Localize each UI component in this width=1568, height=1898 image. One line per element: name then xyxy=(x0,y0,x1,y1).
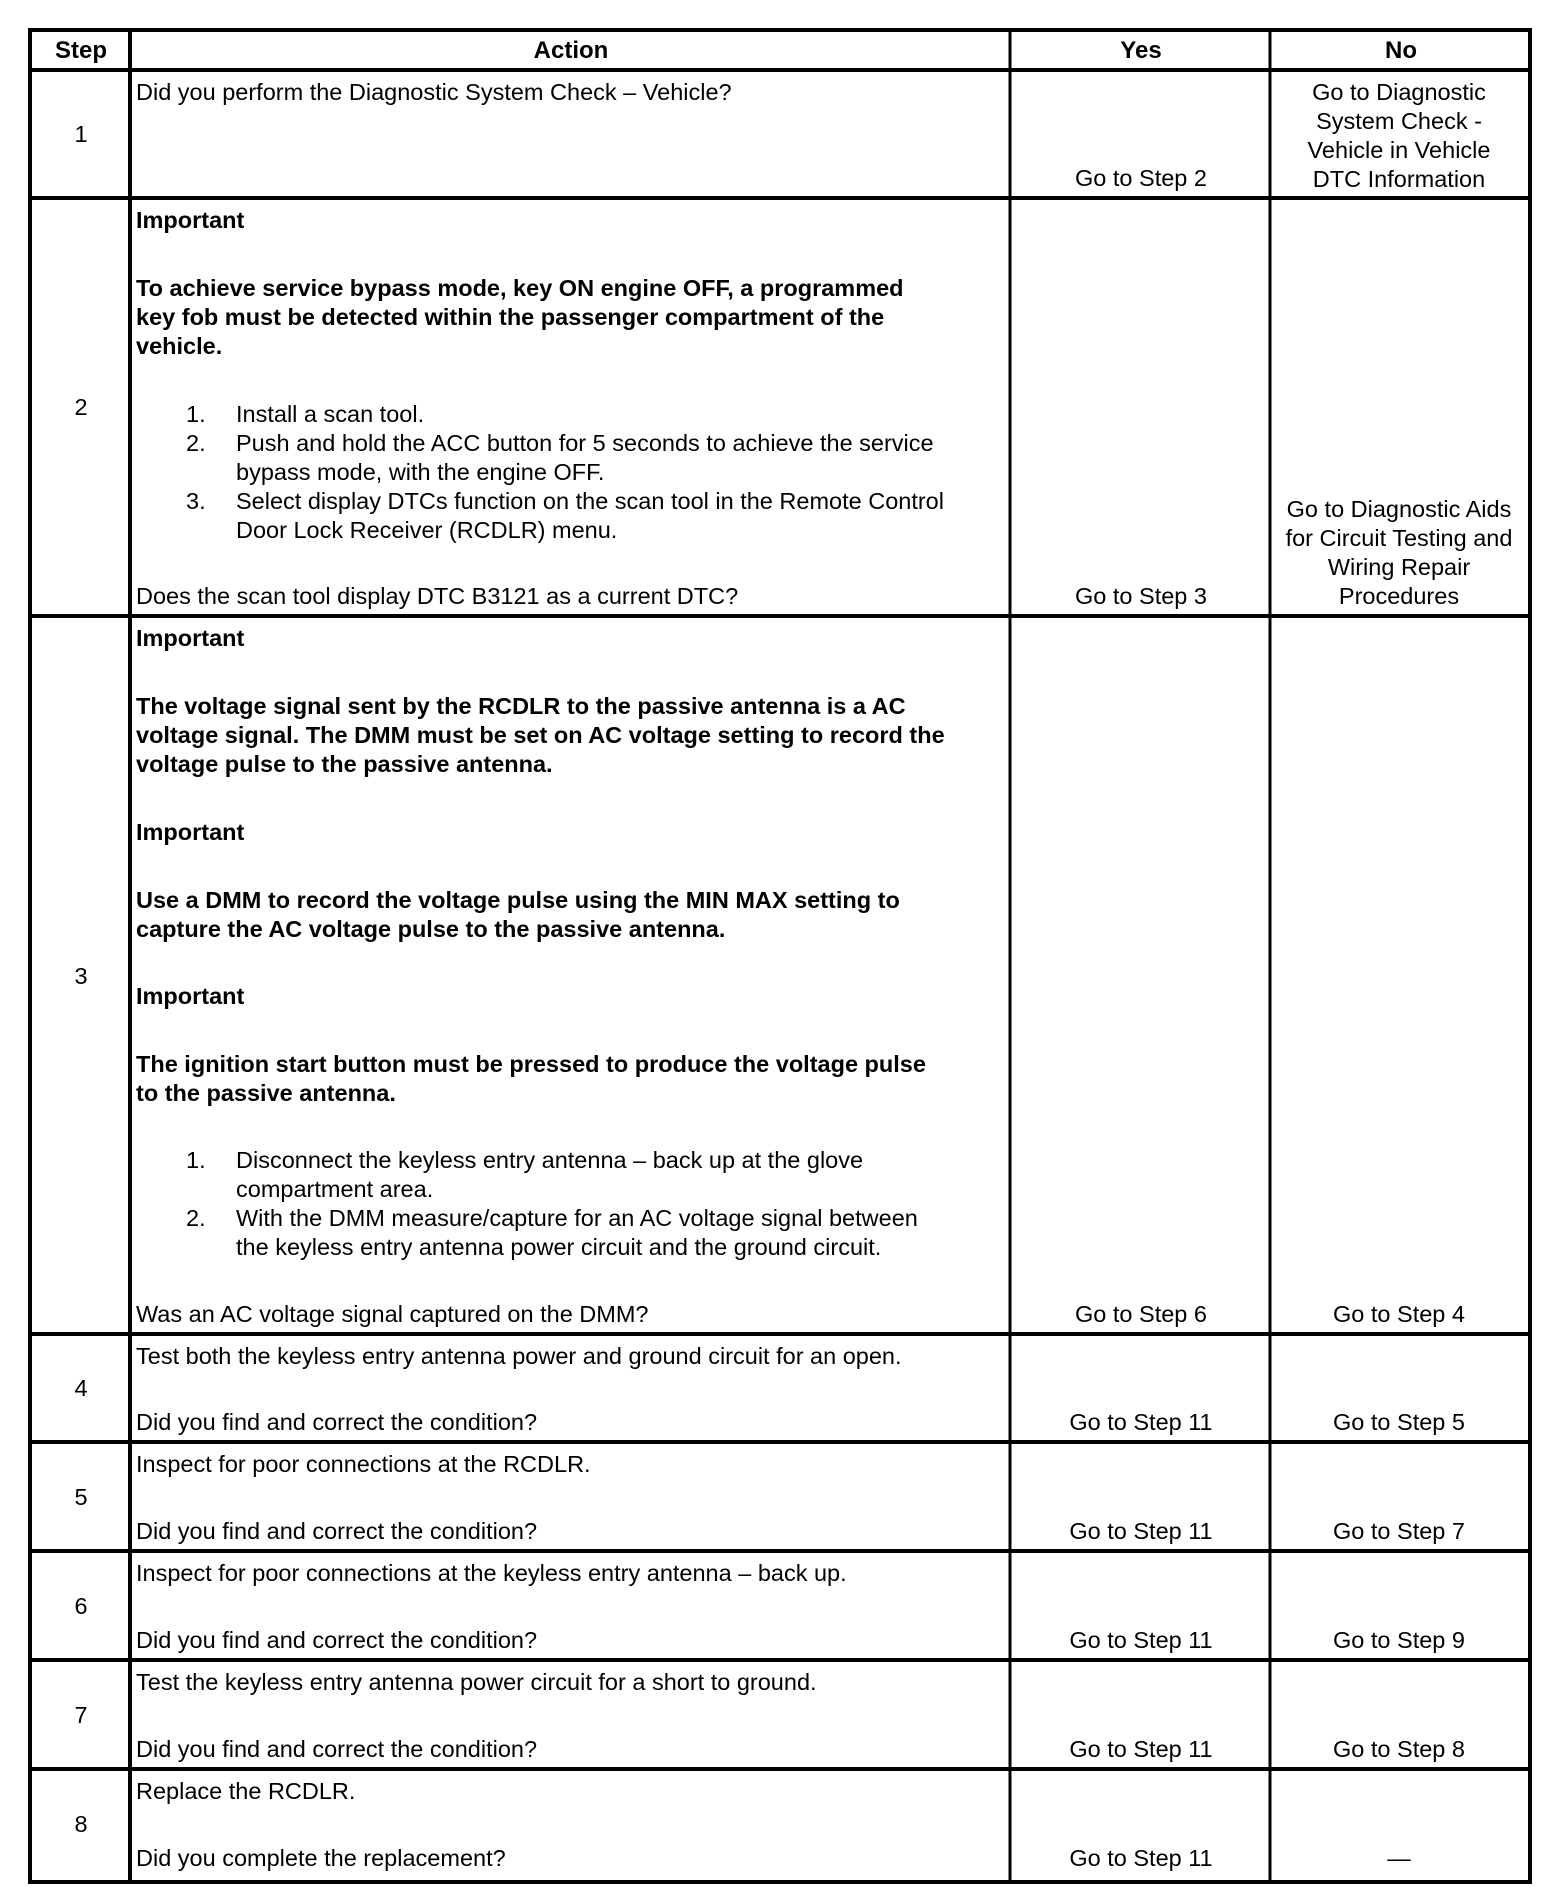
step-number: 7 xyxy=(74,1702,88,1728)
action-text: Test both the keyless entry antenna power and ground circuit for an open. xyxy=(136,1343,902,1369)
step-number: 8 xyxy=(74,1811,88,1837)
question-text: Did you find and correct the condition? xyxy=(136,1736,538,1762)
yes-result: Go to Step 11 xyxy=(1069,1627,1213,1653)
no-result: Go to Step 4 xyxy=(1333,1301,1465,1327)
list-item: 2. With the DMM measure/capture for an AC voltage signal between the keyless entry antenna power circuit and the ground circuit. xyxy=(186,1205,918,1260)
no-result: Go to Diagnostic Aids for Circuit Testing and Wiring Repair Procedures xyxy=(1285,496,1513,609)
important-label: Important xyxy=(136,983,245,1009)
question-text: Did you find and correct the condition? xyxy=(136,1627,538,1653)
important-label: Important xyxy=(136,819,245,845)
no-result: Go to Step 8 xyxy=(1333,1736,1465,1762)
action-text: Inspect for poor connections at the RCDLR. xyxy=(136,1451,591,1477)
question-text: Did you find and correct the condition? xyxy=(136,1409,538,1435)
important-note: The voltage signal sent by the RCDLR to the passive antenna is a AC voltage signal. The DMM must be set on AC voltage setting to record the voltage pulse to the passive antenna. xyxy=(136,693,945,777)
header-action: Action xyxy=(533,37,609,64)
important-note: Use a DMM to record the voltage pulse using the MIN MAX setting to capture the AC voltage pulse to the passive antenna. xyxy=(136,887,900,942)
question-text: Did you find and correct the condition? xyxy=(136,1518,538,1544)
yes-result: Go to Step 11 xyxy=(1069,1409,1213,1435)
question-text: Was an AC voltage signal captured on the DMM? xyxy=(136,1301,649,1327)
yes-result: Go to Step 6 xyxy=(1075,1301,1207,1327)
question-text: Did you complete the replacement? xyxy=(136,1845,506,1871)
important-label: Important xyxy=(136,207,245,233)
action-text: Inspect for poor connections at the keyless entry antenna – back up. xyxy=(136,1560,847,1586)
question-text: Does the scan tool display DTC B3121 as a current DTC? xyxy=(136,583,739,609)
procedure-list xyxy=(136,400,996,545)
procedure-list xyxy=(136,1146,996,1262)
step-number: 3 xyxy=(74,963,88,989)
yes-result: Go to Step 11 xyxy=(1069,1518,1213,1544)
step-number: 4 xyxy=(74,1375,88,1401)
important-note: The ignition start button must be pressed to produce the voltage pulse to the passive antenna. xyxy=(136,1051,926,1106)
action-text: Did you perform the Diagnostic System Check – Vehicle? xyxy=(136,79,732,105)
no-result: — xyxy=(1387,1845,1411,1871)
action-text: Replace the RCDLR. xyxy=(136,1778,356,1804)
list-item: 1. Install a scan tool. xyxy=(186,401,425,427)
important-label: Important xyxy=(136,625,245,651)
important-note: To achieve service bypass mode, key ON engine OFF, a programmed key fob must be detected within the passenger compartment of the vehicle. xyxy=(136,275,904,359)
list-item: 2. Push and hold the ACC button for 5 seconds to achieve the service bypass mode, with the engine OFF. xyxy=(186,430,934,485)
header-yes: Yes xyxy=(1120,37,1162,64)
yes-result: Go to Step 2 xyxy=(1075,165,1207,191)
step-number: 5 xyxy=(74,1484,88,1510)
no-result: Go to Step 9 xyxy=(1333,1627,1465,1653)
no-result: Go to Step 5 xyxy=(1333,1409,1465,1435)
header-no: No xyxy=(1385,37,1417,64)
yes-result: Go to Step 11 xyxy=(1069,1736,1213,1762)
yes-result: Go to Step 3 xyxy=(1075,583,1207,609)
step-number: 2 xyxy=(74,394,88,420)
no-result: Go to Step 7 xyxy=(1333,1518,1465,1544)
step-number: 6 xyxy=(74,1593,88,1619)
yes-result: Go to Step 11 xyxy=(1069,1845,1213,1871)
list-item: 3. Select display DTCs function on the scan tool in the Remote Control Door Lock Receiver (RCDLR) menu. xyxy=(186,488,944,543)
step-number: 1 xyxy=(74,121,88,147)
action-text: Test the keyless entry antenna power circuit for a short to ground. xyxy=(136,1669,817,1695)
header-step: Step xyxy=(54,37,107,64)
no-result: Go to Diagnostic System Check - Vehicle in Vehicle DTC Information xyxy=(1307,79,1491,192)
list-item: 1. Disconnect the keyless entry antenna – back up at the glove compartment area. xyxy=(186,1147,864,1202)
